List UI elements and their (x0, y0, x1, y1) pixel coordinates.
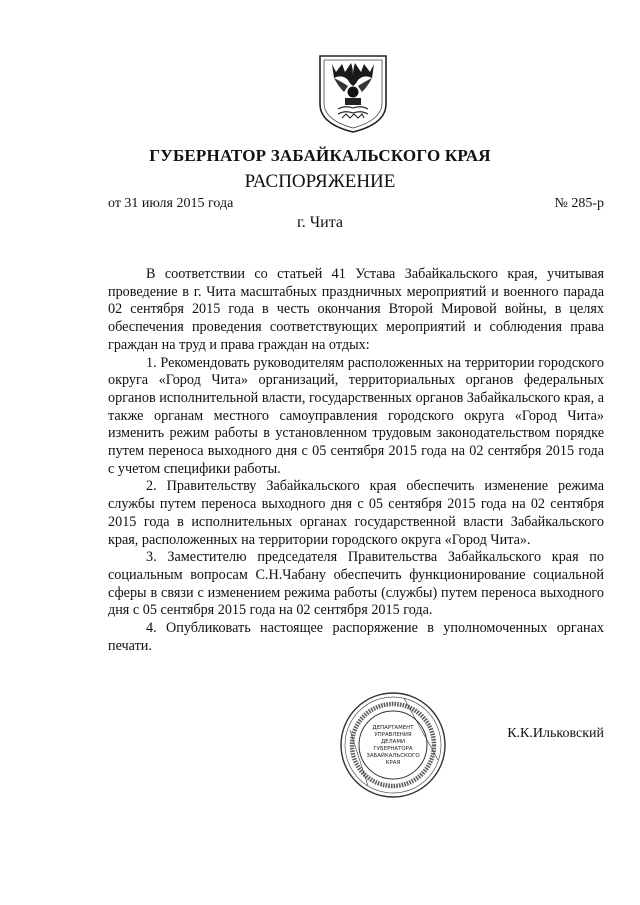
svg-text:ДЕПАРТАМЕНТ: ДЕПАРТАМЕНТ (372, 725, 414, 731)
clause-2-paragraph: 2. Правительству Забайкальского края обеспечить изменение режима службы путем переноса выходного дня с 05 сентября 2015 года на 02 сентября 2015 года в исполнительных органах государственной власти Забайкальского края, расположенных на территории городского округа «Город Чита». (108, 478, 604, 548)
document-date: от 31 июля 2015 года (108, 196, 234, 211)
svg-text:ЗАБАЙКАЛЬСКОГО: ЗАБАЙКАЛЬСКОГО (366, 753, 420, 759)
svg-text:ДЕЛАМИ: ДЕЛАМИ (380, 739, 406, 745)
svg-text:ГУБЕРНАТОРА: ГУБЕРНАТОРА (373, 746, 413, 752)
clause-1-paragraph: 1. Рекомендовать руководителям расположенных на территории городского округа «Город Чита» организаций, территориальных органов федеральных органов исполнительной власти, государственных органов Забайкальского края, а также органам местного самоуправления городского округа «Город Чита» изменить режим работы в установленном трудовым законодательством порядке путем переноса выходного дня с 05 сентября 2015 года на 02 сентября 2015 года с учетом специфики работы. (108, 354, 604, 477)
document-city: г. Чита (296, 214, 343, 231)
svg-text:УПРАВЛЕНИЯ: УПРАВЛЕНИЯ (374, 732, 412, 738)
clause-3-paragraph: 3. Заместителю председателя Правительства Забайкальского края по социальным вопросам С.Н.Чабану обеспечить функционирование социальной сферы в связи с изменением режима работы (службы) путем переноса выходного дня с 05 сентября 2015 года на 02 сентября 2015 года. (108, 549, 604, 619)
document-number: № 285-р (554, 196, 604, 211)
preamble-paragraph: В соответствии со статьей 41 Устава Забайкальского края, учитывая проведение в г. Чита масштабных праздничных мероприятий и военного парада 02 сентября 2015 года в честь окончания Второй Мировой войны, в целях обеспечения проведения соответствующих мероприятий и соблюдения права граждан на труд и права граждан на отдых: (108, 266, 604, 353)
document-type: РАСПОРЯЖЕНИЕ (244, 171, 396, 192)
official-seal (338, 690, 448, 800)
svg-text:КРАЯ: КРАЯ (385, 760, 401, 766)
coat-of-arms-emblem (312, 52, 394, 134)
org-title: ГУБЕРНАТОР ЗАБАЙКАЛЬСКОГО КРАЯ (149, 146, 491, 165)
signatory-name: К.К.Ильковский (507, 726, 604, 741)
document-body (108, 266, 604, 655)
clause-4-paragraph: 4. Опубликовать настоящее распоряжение в уполномоченных органах печати. (108, 620, 604, 654)
